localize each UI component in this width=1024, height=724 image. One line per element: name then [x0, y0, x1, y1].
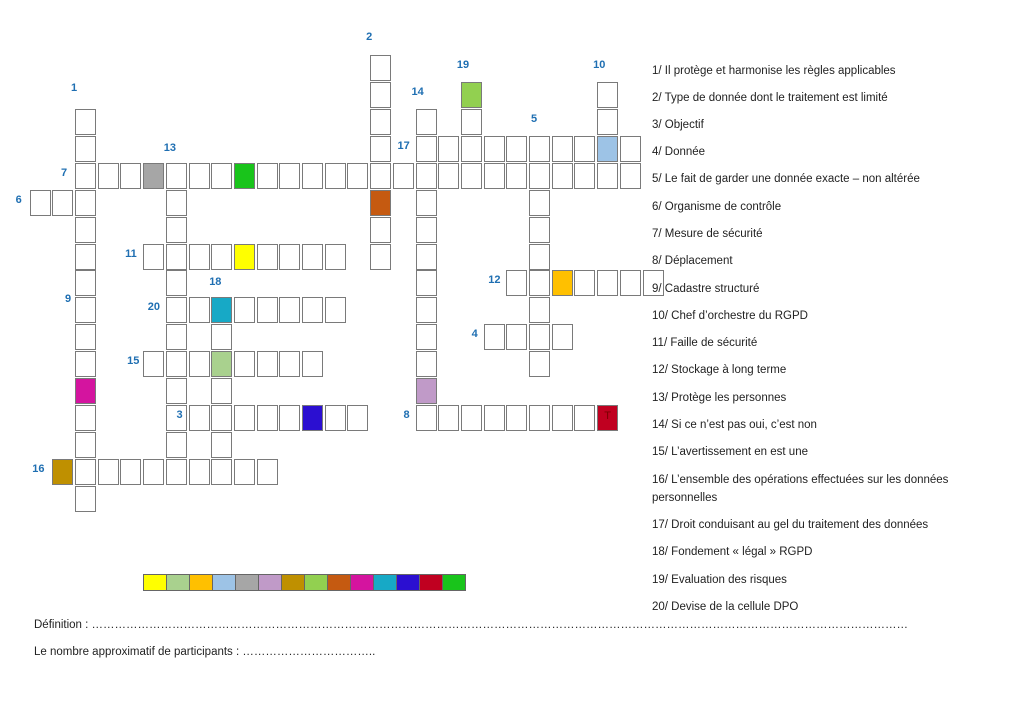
- grid-cell[interactable]: [597, 163, 618, 189]
- palette-swatch: [442, 574, 466, 591]
- clue-2: 2/ Type de donnée dont le traitement est limité: [652, 92, 888, 104]
- clue-number-3: 3: [176, 408, 183, 421]
- clue-number-20: 20: [147, 301, 161, 314]
- grid-cell[interactable]: [166, 163, 187, 189]
- grid-cell[interactable]: [438, 163, 459, 189]
- grid-cell[interactable]: [211, 351, 232, 377]
- grid-cell[interactable]: [506, 163, 527, 189]
- grid-cell[interactable]: [597, 109, 618, 135]
- grid-cell[interactable]: [529, 136, 550, 162]
- grid-cell[interactable]: [302, 405, 323, 431]
- grid-cell[interactable]: [257, 459, 278, 485]
- grid-cell[interactable]: [279, 244, 300, 270]
- palette-swatch: [281, 574, 305, 591]
- grid-cell[interactable]: [75, 109, 96, 135]
- clue-number-12: 12: [488, 274, 501, 287]
- clue-14: 14/ Si ce n’est pas oui, c’est non: [652, 419, 817, 431]
- clue-4: 4/ Donnée: [652, 146, 706, 158]
- grid-cell[interactable]: [484, 324, 505, 350]
- clue-3: 3/ Objectif: [652, 119, 704, 131]
- palette-swatch: [350, 574, 374, 591]
- grid-cell[interactable]: [461, 109, 482, 135]
- grid-cell[interactable]: [211, 324, 232, 350]
- grid-cell[interactable]: [189, 163, 210, 189]
- grid-cell[interactable]: [302, 244, 323, 270]
- grid-cell[interactable]: [325, 297, 346, 323]
- grid-cell[interactable]: [257, 163, 278, 189]
- grid-cell[interactable]: [529, 297, 550, 323]
- clue-12: 12/ Stockage à long terme: [652, 364, 787, 376]
- grid-cell[interactable]: [461, 163, 482, 189]
- grid-cell[interactable]: [75, 217, 96, 243]
- clue-18: 18/ Fondement « légal » RGPD: [652, 546, 813, 558]
- grid-cell[interactable]: [597, 270, 618, 296]
- grid-cell[interactable]: [120, 163, 141, 189]
- grid-cell[interactable]: [189, 405, 210, 431]
- grid-cell[interactable]: [257, 297, 278, 323]
- grid-cell[interactable]: [416, 270, 437, 296]
- grid-cell[interactable]: [620, 163, 641, 189]
- grid-cell[interactable]: [552, 324, 573, 350]
- grid-cell[interactable]: [75, 270, 96, 296]
- grid-cell[interactable]: [52, 459, 73, 485]
- grid-cell[interactable]: [257, 351, 278, 377]
- grid-cell[interactable]: [211, 405, 232, 431]
- grid-cell[interactable]: [620, 136, 641, 162]
- grid-cell[interactable]: [75, 324, 96, 350]
- grid-cell[interactable]: [370, 190, 391, 216]
- grid-cell[interactable]: [506, 405, 527, 431]
- grid-cell[interactable]: [529, 190, 550, 216]
- clue-7: 7/ Mesure de sécurité: [652, 228, 763, 240]
- clue-number-6: 6: [15, 193, 22, 206]
- palette-swatch: [304, 574, 328, 591]
- grid-cell[interactable]: [370, 82, 391, 108]
- grid-cell[interactable]: [416, 163, 437, 189]
- clue-17: 17/ Droit conduisant au gel du traitement des données: [652, 519, 929, 531]
- grid-cell[interactable]: [52, 190, 73, 216]
- grid-cell[interactable]: [325, 405, 346, 431]
- palette-swatch: [258, 574, 282, 591]
- clue-number-17: 17: [397, 139, 410, 152]
- grid-cell[interactable]: [234, 244, 255, 270]
- clue-10: 10/ Chef d’orchestre du RGPD: [652, 310, 808, 322]
- clue-number-14: 14: [411, 86, 424, 99]
- grid-cell[interactable]: [620, 270, 641, 296]
- grid-cell[interactable]: [166, 324, 187, 350]
- palette-swatch: [419, 574, 443, 591]
- grid-cell[interactable]: [189, 244, 210, 270]
- grid-cell[interactable]: [211, 378, 232, 404]
- clue-number-19: 19: [456, 59, 470, 72]
- grid-cell[interactable]: [279, 405, 300, 431]
- grid-cell[interactable]: [75, 163, 96, 189]
- grid-cell[interactable]: [529, 324, 550, 350]
- grid-cell[interactable]: [166, 432, 187, 458]
- grid-cell[interactable]: [166, 459, 187, 485]
- clue-number-15: 15: [127, 355, 140, 368]
- grid-cell[interactable]: [302, 163, 323, 189]
- grid-cell[interactable]: [552, 270, 573, 296]
- grid-cell[interactable]: [416, 109, 437, 135]
- grid-cell[interactable]: [416, 297, 437, 323]
- grid-cell[interactable]: [211, 163, 232, 189]
- grid-cell[interactable]: [302, 297, 323, 323]
- grid-cell[interactable]: [189, 297, 210, 323]
- grid-cell[interactable]: [30, 190, 51, 216]
- grid-cell[interactable]: [75, 297, 96, 323]
- grid-cell[interactable]: [529, 163, 550, 189]
- grid-cell[interactable]: [347, 163, 368, 189]
- grid-cell[interactable]: [189, 351, 210, 377]
- grid-cell[interactable]: [416, 378, 437, 404]
- palette-swatch: [327, 574, 351, 591]
- grid-cell[interactable]: [438, 405, 459, 431]
- grid-cell[interactable]: [75, 378, 96, 404]
- grid-cell[interactable]: [370, 55, 391, 81]
- grid-cell[interactable]: [416, 324, 437, 350]
- palette-swatch: [189, 574, 213, 591]
- grid-cell[interactable]: [484, 136, 505, 162]
- grid-cell[interactable]: [393, 163, 414, 189]
- grid-cell[interactable]: [75, 432, 96, 458]
- grid-cell[interactable]: [189, 459, 210, 485]
- clue-16: 16/ L’ensemble des opérations effectuées sur les données personnelles: [652, 474, 949, 504]
- clue-number-16: 16: [32, 462, 45, 475]
- palette-swatch: [373, 574, 397, 591]
- grid-cell[interactable]: [484, 163, 505, 189]
- grid-cell[interactable]: [325, 163, 346, 189]
- grid-cell[interactable]: [234, 351, 255, 377]
- grid-cell[interactable]: [416, 244, 437, 270]
- grid-cell[interactable]: [597, 405, 618, 431]
- grid-cell[interactable]: [597, 82, 618, 108]
- grid-cell[interactable]: [75, 136, 96, 162]
- grid-cell[interactable]: [461, 82, 482, 108]
- grid-cell[interactable]: [416, 190, 437, 216]
- grid-cell[interactable]: [552, 163, 573, 189]
- palette-swatch: [396, 574, 420, 591]
- clue-number-7: 7: [61, 166, 68, 179]
- palette-swatch: [166, 574, 190, 591]
- grid-cell[interactable]: [506, 324, 527, 350]
- clue-19: 19/ Evaluation des risques: [652, 574, 787, 586]
- grid-cell[interactable]: [143, 244, 164, 270]
- grid-cell[interactable]: [211, 459, 232, 485]
- grid-cell[interactable]: [166, 217, 187, 243]
- grid-cell[interactable]: [75, 244, 96, 270]
- grid-cell[interactable]: [370, 109, 391, 135]
- color-palette: [143, 574, 465, 591]
- grid-cell[interactable]: [75, 459, 96, 485]
- participants-line[interactable]: Le nombre approximatif de participants : ……………………………..: [34, 646, 376, 658]
- grid-cell[interactable]: [370, 217, 391, 243]
- grid-cell[interactable]: [234, 459, 255, 485]
- grid-cell[interactable]: [370, 163, 391, 189]
- grid-cell[interactable]: [234, 405, 255, 431]
- clue-5: 5/ Le fait de garder une donnée exacte – non altérée: [652, 173, 920, 185]
- grid-cell[interactable]: [416, 136, 437, 162]
- grid-cell[interactable]: [461, 136, 482, 162]
- grid-cell[interactable]: [234, 297, 255, 323]
- grid-cell[interactable]: [552, 405, 573, 431]
- grid-cell[interactable]: [529, 244, 550, 270]
- grid-cell[interactable]: [120, 459, 141, 485]
- grid-cell[interactable]: [370, 136, 391, 162]
- grid-cell[interactable]: [257, 244, 278, 270]
- grid-cell[interactable]: [506, 270, 527, 296]
- grid-cell[interactable]: [166, 297, 187, 323]
- clue-number-11: 11: [125, 247, 137, 260]
- clue-11: 11/ Faille de sécurité: [652, 337, 758, 349]
- grid-cell[interactable]: [347, 405, 368, 431]
- grid-cell[interactable]: [416, 351, 437, 377]
- grid-cell[interactable]: [574, 163, 595, 189]
- clue-6: 6/ Organisme de contrôle: [652, 201, 782, 213]
- clue-number-2: 2: [366, 31, 373, 44]
- grid-cell[interactable]: [438, 136, 459, 162]
- grid-cell[interactable]: [75, 190, 96, 216]
- grid-cell[interactable]: [75, 405, 96, 431]
- grid-cell[interactable]: [597, 136, 618, 162]
- grid-cell[interactable]: [529, 270, 550, 296]
- grid-cell[interactable]: [279, 297, 300, 323]
- clue-number-13: 13: [163, 141, 177, 154]
- clue-number-4: 4: [471, 328, 478, 341]
- clue-20: 20/ Devise de la cellule DPO: [652, 601, 799, 613]
- grid-cell[interactable]: [211, 244, 232, 270]
- grid-cell[interactable]: [461, 405, 482, 431]
- clue-number-10: 10: [593, 59, 606, 72]
- grid-cell[interactable]: [574, 405, 595, 431]
- grid-cell[interactable]: [143, 163, 164, 189]
- grid-cell[interactable]: [529, 405, 550, 431]
- grid-cell[interactable]: [552, 136, 573, 162]
- clue-1: 1/ Il protège et harmonise les règles applicables: [652, 65, 896, 77]
- grid-cell[interactable]: [166, 244, 187, 270]
- grid-cell[interactable]: [166, 378, 187, 404]
- grid-cell[interactable]: [75, 351, 96, 377]
- grid-cell[interactable]: [166, 351, 187, 377]
- clue-number-18: 18: [209, 276, 222, 289]
- clue-number-5: 5: [531, 113, 538, 125]
- definition-line[interactable]: Définition : ……………………………………………………………………………………………………………………………………………………………………………………………: [34, 619, 909, 631]
- grid-cell[interactable]: [211, 297, 232, 323]
- grid-cell[interactable]: [279, 351, 300, 377]
- palette-swatch: [212, 574, 236, 591]
- grid-cell[interactable]: [234, 163, 255, 189]
- grid-cell[interactable]: [166, 190, 187, 216]
- clue-13: 13/ Protège les personnes: [652, 392, 787, 404]
- clue-number-8: 8: [403, 408, 410, 421]
- grid-cell[interactable]: [506, 136, 527, 162]
- grid-cell[interactable]: [98, 163, 119, 189]
- cell-letter: T: [604, 409, 611, 422]
- grid-cell[interactable]: [370, 244, 391, 270]
- clue-8: 8/ Déplacement: [652, 255, 733, 267]
- grid-cell[interactable]: [325, 244, 346, 270]
- grid-cell[interactable]: [302, 351, 323, 377]
- clue-9: 9/ Cadastre structuré: [652, 283, 760, 295]
- grid-cell[interactable]: [574, 270, 595, 296]
- grid-cell[interactable]: [529, 351, 550, 377]
- clue-number-9: 9: [65, 293, 72, 306]
- grid-cell[interactable]: [166, 270, 187, 296]
- grid-cell[interactable]: [143, 459, 164, 485]
- grid-cell[interactable]: [484, 405, 505, 431]
- palette-swatch: [143, 574, 167, 591]
- grid-cell[interactable]: [143, 351, 164, 377]
- grid-cell[interactable]: [211, 432, 232, 458]
- grid-cell[interactable]: [257, 405, 278, 431]
- grid-cell[interactable]: [75, 486, 96, 512]
- clue-number-1: 1: [71, 82, 78, 95]
- clue-15: 15/ L’avertissement en est une: [652, 446, 808, 458]
- grid-cell[interactable]: [574, 136, 595, 162]
- grid-cell[interactable]: [529, 217, 550, 243]
- grid-cell[interactable]: [98, 459, 119, 485]
- grid-cell[interactable]: [416, 217, 437, 243]
- grid-cell[interactable]: [279, 163, 300, 189]
- grid-cell[interactable]: [416, 405, 437, 431]
- palette-swatch: [235, 574, 259, 591]
